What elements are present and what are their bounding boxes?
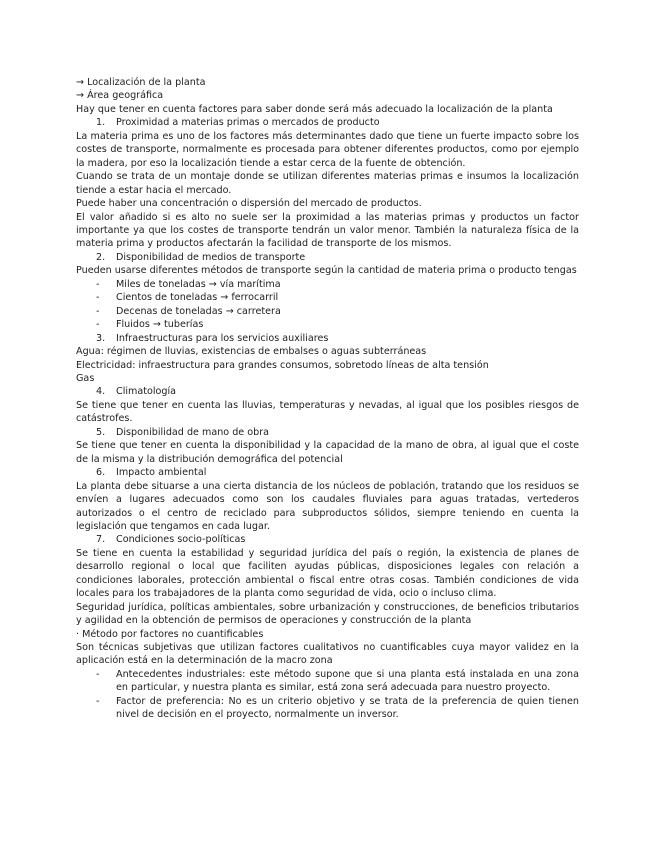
bullet-marker: -: [96, 278, 100, 290]
factor-title: Condiciones socio-políticas: [116, 534, 246, 546]
method-heading: · Método por factores no cuantificables: [76, 628, 264, 640]
factor-number: 1.: [96, 117, 106, 129]
intro-paragraph: Hay que tener en cuenta factores para saber donde será más adecuado la localización de la planta: [76, 103, 553, 115]
factor-4-heading: [76, 385, 579, 398]
paragraph: El valor añadido si es alto no suele ser la proximidad a las materias primas y productos un factor importante ya que los costes de transporte tendrán un valor menor. También la naturaleza física de la materia prima y productos afectarán la facilidad de transporte de los mismos.: [76, 211, 579, 250]
list-item: [76, 305, 579, 318]
paragraph: Se tiene que tener en cuenta la disponibilidad y la capacidad de la mano de obra, al igual que el coste de la misma y la distribución demográfica del potencial: [76, 440, 579, 465]
bullet-marker: -: [96, 319, 100, 331]
factor-1-heading: [76, 116, 579, 129]
factor-7-heading: [76, 533, 579, 546]
list-item: [76, 278, 579, 291]
paragraph: La planta debe situarse a una cierta distancia de los núcleos de población, tratando que los residuos se envíen a lugares adecuados como son los caudales fluviales para aguas tratadas, vertederos autorizados o el centro de reciclado para subproductos sólidos, siempre teniendo en cuenta la legislación que tengamos en cada lugar.: [76, 480, 579, 532]
paragraph: Se tiene en cuenta la estabilidad y seguridad jurídica del país o región, la existencia de planes de desarrollo regional o local que faciliten ayudas públicas, disposiciones legales con relación a condiciones laborales, protección ambiental o fiscal entre otras cosas. También condiciones de vida locales para los trabajadores de la planta como seguridad de vida, ocio o incluso clima.: [76, 547, 579, 600]
paragraph: La materia prima es uno de los factores más determinantes dado que tiene un fuerte impacto sobre los costes de transporte, normalmente es procesada para obtener diferentes productos, como por ejemplo la madera, por eso la localización tiende a estar cerca de la fuente de obtención.: [76, 130, 579, 169]
paragraph: Se tiene que tener en cuenta las lluvias, temperaturas y nevadas, al igual que los posibles riesgos de catástrofes.: [76, 399, 579, 425]
list-item: [76, 318, 579, 331]
list-item-text: Fluidos → tuberías: [116, 319, 204, 331]
bullet-marker: -: [96, 292, 100, 304]
heading-area-geografica: → Área geográfica: [76, 90, 164, 102]
list-item: [76, 291, 579, 304]
factor-number: 3.: [96, 332, 106, 344]
factor-3-heading: [76, 332, 579, 345]
factor-title: Disponibilidad de medios de transporte: [116, 251, 306, 263]
factor-title: Infraestructuras para los servicios auxiliares: [116, 332, 329, 344]
list-item-text: Factor de preferencia: No es un criterio objetivo y se trata de la preferencia de quien tienen nivel de decisión en el proyecto, normalmente un inversor.: [116, 695, 579, 721]
paragraph: Pueden usarse diferentes métodos de transporte según la cantidad de materia prima o producto tengas: [76, 265, 577, 277]
factor-title: Climatología: [116, 386, 177, 398]
bullet-marker: -: [96, 668, 100, 680]
heading-localizacion: → Localización de la planta: [76, 77, 206, 88]
factor-title: Impacto ambiental: [116, 467, 207, 479]
paragraph: Puede haber una concentración o dispersión del mercado de productos.: [76, 198, 422, 210]
factor-number: 2.: [96, 251, 106, 263]
factor-number: 6.: [96, 467, 106, 479]
factor-title: Disponibilidad de mano de obra: [116, 426, 270, 438]
bullet-marker: -: [96, 695, 100, 707]
paragraph: Seguridad jurídica, políticas ambientales, sobre urbanización y construcciones, de beneficios tributarios y agilidad en la obtención de permisos de operaciones y construcción de la planta: [76, 601, 579, 627]
bullet-marker: -: [96, 305, 100, 317]
factor-title: Proximidad a materias primas o mercados de producto: [116, 117, 380, 129]
list-item-text: Miles de toneladas → vía marítima: [116, 278, 281, 290]
list-item-text: Decenas de toneladas → carretera: [116, 305, 281, 317]
paragraph: Gas: [76, 372, 95, 384]
factor-6-heading: [76, 466, 579, 479]
factor-5-heading: [76, 426, 579, 439]
factor-number: 7.: [96, 534, 106, 546]
factor-2-heading: [76, 251, 579, 264]
factor-number: 4.: [96, 386, 106, 398]
paragraph: Agua: régimen de lluvias, existencias de embalses o aguas subterráneas: [76, 346, 427, 358]
list-item-text: Cientos de toneladas → ferrocarril: [116, 292, 279, 304]
paragraph: Electricidad: infraestructura para grandes consumos, sobretodo líneas de alta tensión: [76, 359, 489, 371]
factor-number: 5.: [96, 426, 106, 438]
list-item: [76, 668, 579, 695]
paragraph: Son técnicas subjetivas que utilizan factores cualitativos no cuantificables cuya mayor validez en la aplicación está en la determinación de la macro zona: [76, 642, 579, 667]
list-item-text: Antecedentes industriales: este método supone que si una planta está instalada en una zona en particular, y nuestra planta es similar, está zona será adecuada para nuestro proyecto.: [116, 668, 579, 694]
paragraph: Cuando se trata de un montaje donde se utilizan diferentes materias primas e insumos la localización tiende a estar hacia el mercado.: [76, 171, 579, 196]
list-item: [76, 695, 579, 722]
